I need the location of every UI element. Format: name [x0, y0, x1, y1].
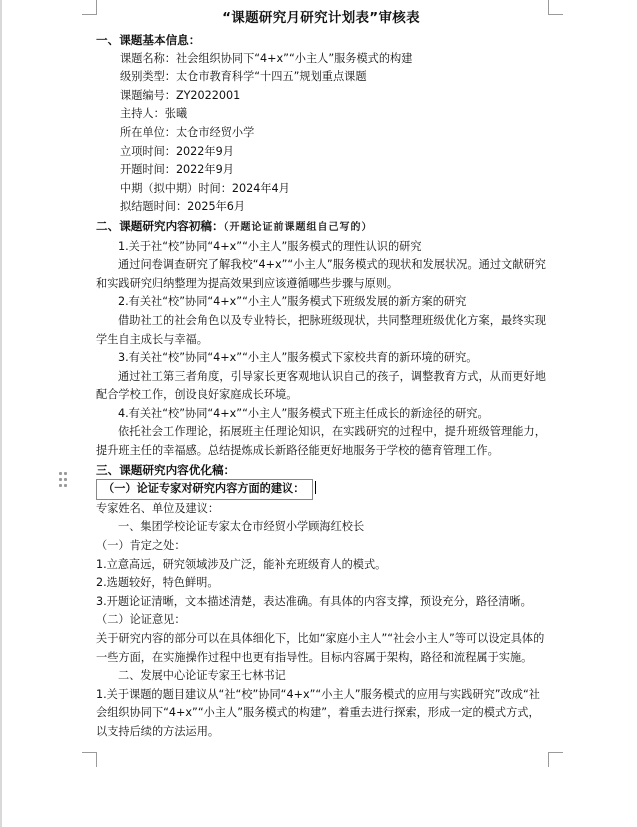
page-left-border — [0, 0, 2, 827]
opinion-heading: （二）论证意见： — [96, 613, 186, 627]
info-level-type: 级别类型：太仓市教育科学“十四五”规划重点课题 — [120, 70, 367, 84]
margin-mark-top-left — [82, 0, 97, 15]
merits-heading: （一）肯定之处： — [96, 539, 186, 553]
expert-suggestion-subheading: （一）论证专家对研究内容方面的建议： — [96, 479, 313, 500]
merit-item: 1.立意高远，研究领域涉及广泛，能补充班级育人的模式。 — [96, 557, 387, 571]
expert2-line: 二、发展中心论证专家王七林书记 — [118, 669, 286, 683]
research-paragraph: 3.有关社“校”协同“4+x”“小主人”服务模式下家校共育的新环境的研究。 — [118, 351, 478, 365]
research-paragraph: 通过问卷调查研究了解我校“4+x”“小主人”服务模式的现状和发展状况。通过文献研究和实践研究归纳整理为提高效果到应该遵循哪些步骤与原则。 — [96, 258, 546, 290]
research-paragraph: 借助社工的社会角色以及专业特长，把脉班级现状，共同整理班级优化方案，最终实现学生自主成长与幸福。 — [96, 313, 546, 346]
section1-heading: 一、课题基本信息： — [96, 33, 201, 47]
info-approval-time: 立项时间：2022年9月 — [120, 144, 234, 158]
research-paragraph: 4.有关社“校”协同“4+x”“小主人”服务模式下班主任成长的新途径的研究。 — [118, 406, 489, 420]
section2-heading-line — [96, 217, 546, 238]
research-paragraph: 2.有关社“校”协同“4+x”“小主人”服务模式下班级发展的新方案的研究 — [118, 295, 467, 309]
drag-handle-icon[interactable] — [59, 472, 69, 488]
margin-mark-bottom-left — [82, 752, 97, 767]
expert1-line: 一、集团学校论证专家太仓市经贸小学顾海红校长 — [118, 520, 365, 534]
expert2-point: 1.关于课题的题目建议从“社“校”协同“4+x”“小主人”服务模式的应用与实践研究”改成“社会组织协同下“4+x”“小主人”服务模式的构建”，着重去进行探索，形成一定的模式方式，以支持后续的方法运用。 — [96, 687, 540, 738]
merit-item: 3.开题论证清晰，文本描述清楚，表达准确。有具体的内容支撑，预设充分，路径清晰。 — [96, 594, 532, 608]
document-title: “课题研究月研究计划表”审核表 — [222, 10, 420, 26]
research-paragraph: 1.关于社“校”协同“4+x”“小主人”服务模式的理性认识的研究 — [118, 239, 422, 253]
section2-heading: 二、课题研究内容初稿： — [96, 218, 224, 233]
margin-mark-top-right — [548, 0, 563, 15]
section3-heading: 三、课题研究内容优化稿： — [96, 462, 236, 477]
expert-label: 专家姓名、单位及建议： — [96, 501, 220, 515]
info-project-code: 课题编号：ZY2022001 — [120, 88, 241, 102]
expert-suggestion-line[interactable] — [96, 479, 546, 500]
info-host: 主持人：张曦 — [120, 107, 188, 121]
info-opening-time: 开题时间：2022年9月 — [120, 163, 234, 177]
section2-note: （开题论证前课题组自己写的） — [223, 221, 373, 233]
document-body[interactable] — [96, 8, 546, 742]
info-topic-name: 课题名称：社会组织协同下“4+x”“小主人”服务模式的构建 — [120, 51, 413, 65]
opinion-text: 关于研究内容的部分可以在具体细化下，比如“家庭小主人”“社会小主人”等可以设定具体的一些方面，在实施操作过程中也更有指导性。目标内容属于架构，路径和流程属于实施。 — [96, 632, 545, 664]
info-unit: 所在单位：太仓市经贸小学 — [120, 125, 255, 139]
text-cursor — [315, 481, 316, 494]
info-midterm-time: 中期（拟中期）时间：2024年4月 — [120, 181, 290, 195]
margin-mark-bottom-right — [548, 752, 563, 767]
merit-item: 2.选题较好，特色鲜明。 — [96, 576, 219, 590]
research-paragraph: 通过社工第三者角度，引导家长更客观地认识自己的孩子，调整教育方式，从而更好地配合学校工作，创设良好家庭成长环境。 — [96, 369, 546, 402]
research-paragraph: 依托社会工作理论，拓展班主任理论知识，在实践研究的过程中，提升班级管理能力，提升班主任的幸福感。总结提炼成长新路径能更好地服务于学校的德育管理工作。 — [96, 425, 546, 458]
info-conclusion-time: 拟结题时间：2025年6月 — [120, 200, 246, 214]
